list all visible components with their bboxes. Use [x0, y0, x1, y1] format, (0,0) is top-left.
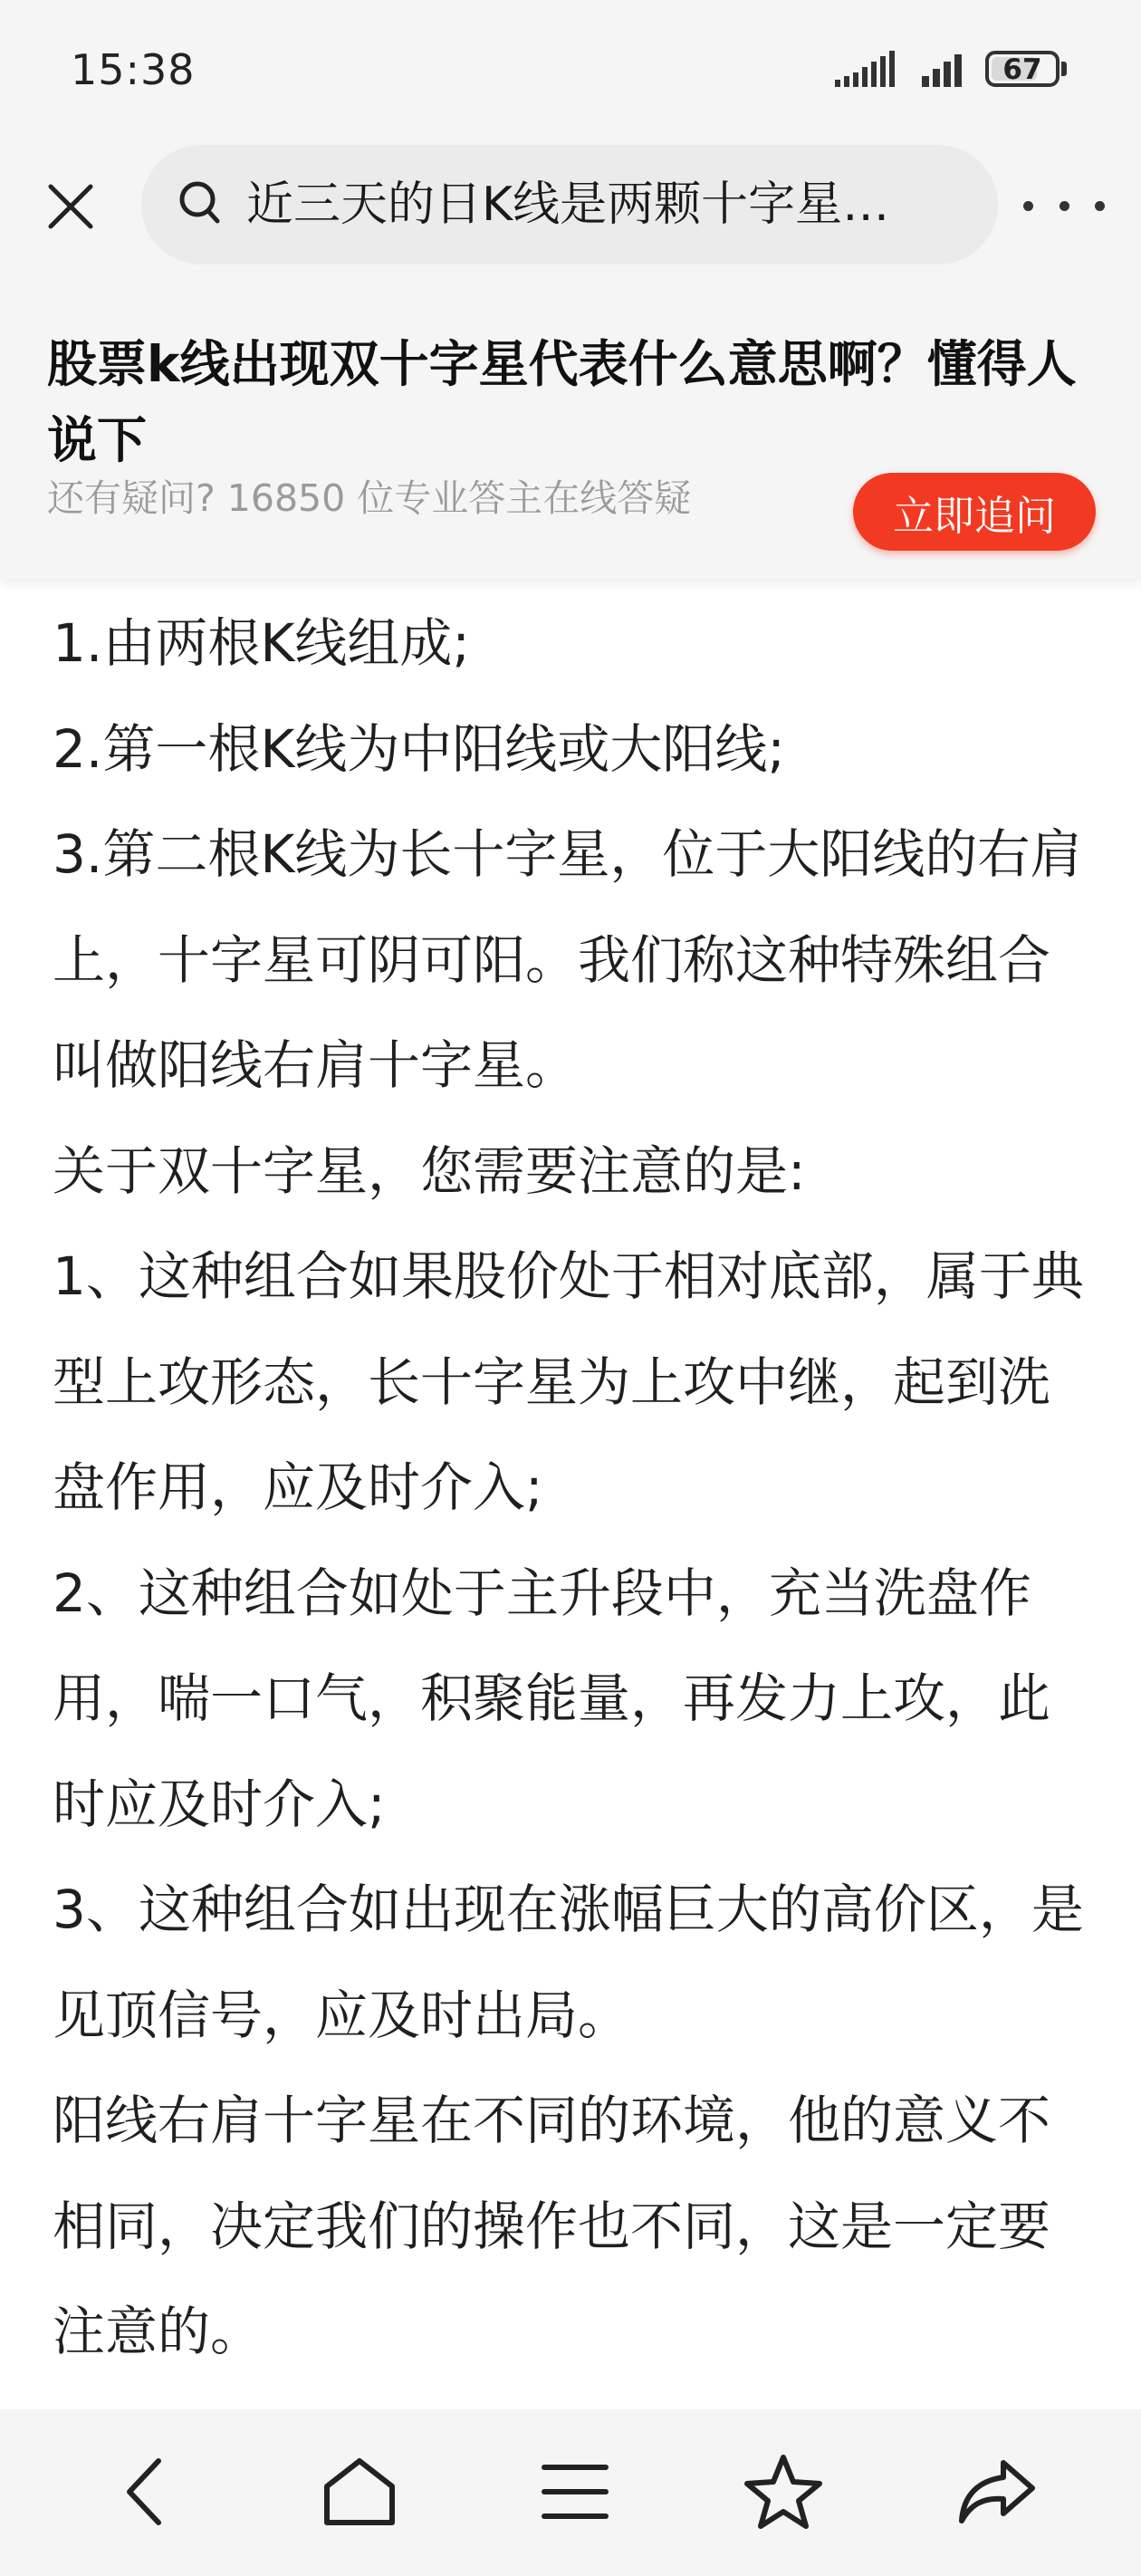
status-bar: [0, 0, 1141, 136]
search-icon: [177, 179, 225, 230]
star-icon: [743, 2453, 824, 2531]
search-query[interactable]: 近三天的日K线是两颗十字星…: [246, 178, 890, 232]
answer-paragraph: 阳线右肩十字星在不同的环境，他的意义不相同，决定我们的操作也不同，这是一定要注意的。: [53, 2090, 1051, 2362]
battery-level: 67: [1002, 53, 1042, 86]
ask-followup-button[interactable]: 立即追问: [853, 473, 1096, 551]
close-icon: [47, 183, 94, 230]
home-button[interactable]: [310, 2442, 409, 2542]
share-button[interactable]: [947, 2442, 1047, 2542]
close-button[interactable]: [36, 172, 105, 241]
question-banner: [0, 272, 1141, 580]
question-title: 股票k线出现双十字星代表什么意思啊？懂得人说下: [47, 335, 1077, 469]
answer-content: [53, 591, 1094, 2409]
answer-paragraph: 3、这种组合如出现在涨幅巨大的高价区，是见顶信号，应及时出局。: [53, 1879, 1084, 2046]
share-icon: [956, 2457, 1038, 2526]
search-box[interactable]: [141, 145, 998, 264]
search-header: [0, 136, 1141, 272]
answer-paragraph: 3.第二根K线为长十字星，位于大阳线的右肩上，十字星可阴可阳。我们称这种特殊组合叫做阳线右肩十字星。: [53, 823, 1083, 1096]
more-dot: [1095, 201, 1105, 211]
more-icon[interactable]: [1023, 192, 1105, 219]
menu-icon: [539, 2460, 611, 2523]
more-dot: [1023, 201, 1033, 211]
signal-icon: [835, 51, 902, 87]
menu-button[interactable]: [525, 2442, 625, 2542]
battery-icon: [985, 51, 1060, 87]
answer-paragraph: 2.第一根K线为中阳线或大阳线;: [53, 717, 785, 780]
answer-paragraph: 2、这种组合如处于主升段中，充当洗盘作用，喘一口气，积聚能量，再发力上攻，此时应及时介入;: [53, 1562, 1051, 1835]
home-icon: [321, 2456, 398, 2528]
clock: 15:38: [71, 45, 196, 94]
answer-paragraph: 1.由两根K线组成;: [53, 612, 470, 674]
answer-paragraph: 1、这种组合如果股价处于相对底部，属于典型上攻形态，长十字星为上攻中继，起到洗盘作用，应及时介入;: [53, 1245, 1084, 1518]
more-dot: [1060, 201, 1069, 211]
signal-icon: [922, 51, 971, 87]
question-subtitle: 还有疑问? 16850 位专业答主在线答疑: [47, 476, 692, 520]
battery-tip: [1061, 62, 1067, 76]
favorite-button[interactable]: [734, 2442, 833, 2542]
back-icon: [119, 2456, 173, 2528]
answer-paragraph: 关于双十字星，您需要注意的是:: [53, 1139, 806, 1202]
back-button[interactable]: [96, 2442, 196, 2542]
bottom-nav: [0, 2409, 1141, 2576]
